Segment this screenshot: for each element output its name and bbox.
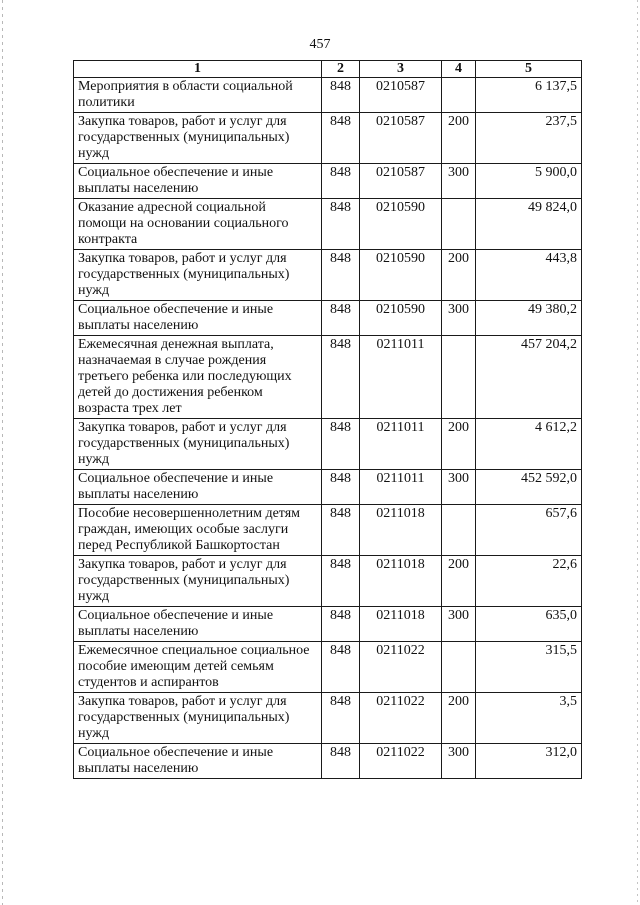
- cell-name: Ежемесячное специальное социальное пособие имеющим детей семьям студентов и аспирантов: [74, 642, 322, 693]
- header-col-5: 5: [476, 61, 582, 78]
- table-body: [74, 78, 582, 779]
- cell-name: Социальное обеспечение и иные выплаты населению: [74, 164, 322, 199]
- header-row: [74, 61, 582, 78]
- cell-amount: 657,6: [476, 505, 582, 556]
- cell-target-code: 0211011: [360, 336, 442, 419]
- cell-target-code: 0211018: [360, 505, 442, 556]
- cell-expense-kind: [442, 336, 476, 419]
- cell-target-code: 0210587: [360, 78, 442, 113]
- cell-expense-kind: [442, 505, 476, 556]
- cell-expense-kind: 300: [442, 301, 476, 336]
- table-row: [74, 419, 582, 470]
- cell-amount: 312,0: [476, 744, 582, 779]
- cell-ministry-code: 848: [322, 336, 360, 419]
- cell-amount: 315,5: [476, 642, 582, 693]
- cell-ministry-code: 848: [322, 78, 360, 113]
- header-col-2: 2: [322, 61, 360, 78]
- table-header: [74, 61, 582, 78]
- cell-target-code: 0211018: [360, 607, 442, 642]
- cell-amount: 237,5: [476, 113, 582, 164]
- table-row: [74, 301, 582, 336]
- cell-target-code: 0211018: [360, 556, 442, 607]
- cell-ministry-code: 848: [322, 642, 360, 693]
- scan-edge-left: [2, 0, 3, 905]
- cell-amount: 5 900,0: [476, 164, 582, 199]
- cell-name: Социальное обеспечение и иные выплаты населению: [74, 470, 322, 505]
- cell-target-code: 0210590: [360, 250, 442, 301]
- cell-target-code: 0210590: [360, 199, 442, 250]
- cell-name: Закупка товаров, работ и услуг для государственных (муниципальных) нужд: [74, 419, 322, 470]
- cell-ministry-code: 848: [322, 693, 360, 744]
- cell-ministry-code: 848: [322, 113, 360, 164]
- cell-ministry-code: 848: [322, 250, 360, 301]
- cell-target-code: 0211011: [360, 470, 442, 505]
- table-row: [74, 336, 582, 419]
- cell-name: Оказание адресной социальной помощи на основании социального контракта: [74, 199, 322, 250]
- table-row: [74, 164, 582, 199]
- cell-name: Ежемесячная денежная выплата, назначаемая в случае рождения третьего ребенка или последующих детей до достижения ребенком возраста трех лет: [74, 336, 322, 419]
- header-col-1: 1: [74, 61, 322, 78]
- cell-ministry-code: 848: [322, 419, 360, 470]
- cell-expense-kind: [442, 199, 476, 250]
- cell-ministry-code: 848: [322, 607, 360, 642]
- cell-name: Социальное обеспечение и иные выплаты населению: [74, 744, 322, 779]
- cell-expense-kind: [442, 78, 476, 113]
- cell-ministry-code: 848: [322, 744, 360, 779]
- cell-expense-kind: [442, 642, 476, 693]
- cell-expense-kind: 300: [442, 607, 476, 642]
- cell-expense-kind: 200: [442, 556, 476, 607]
- cell-amount: 4 612,2: [476, 419, 582, 470]
- cell-target-code: 0211011: [360, 419, 442, 470]
- cell-ministry-code: 848: [322, 301, 360, 336]
- table-row: [74, 250, 582, 301]
- cell-amount: 49 824,0: [476, 199, 582, 250]
- table-row: [74, 199, 582, 250]
- cell-expense-kind: 300: [442, 164, 476, 199]
- cell-ministry-code: 848: [322, 470, 360, 505]
- cell-name: Закупка товаров, работ и услуг для государственных (муниципальных) нужд: [74, 693, 322, 744]
- cell-amount: 443,8: [476, 250, 582, 301]
- cell-amount: 457 204,2: [476, 336, 582, 419]
- budget-table: [73, 60, 582, 779]
- table-row: [74, 556, 582, 607]
- table-row: [74, 113, 582, 164]
- header-col-3: 3: [360, 61, 442, 78]
- cell-expense-kind: 300: [442, 470, 476, 505]
- cell-amount: 22,6: [476, 556, 582, 607]
- cell-amount: 635,0: [476, 607, 582, 642]
- cell-target-code: 0210590: [360, 301, 442, 336]
- cell-ministry-code: 848: [322, 556, 360, 607]
- cell-target-code: 0210587: [360, 113, 442, 164]
- cell-amount: 49 380,2: [476, 301, 582, 336]
- table-row: [74, 78, 582, 113]
- cell-expense-kind: 200: [442, 693, 476, 744]
- cell-name: Пособие несовершеннолетним детям граждан, имеющих особые заслуги перед Республикой Башкортостан: [74, 505, 322, 556]
- scan-edge-right: [637, 0, 638, 905]
- cell-expense-kind: 300: [442, 744, 476, 779]
- table-row: [74, 470, 582, 505]
- cell-target-code: 0211022: [360, 744, 442, 779]
- cell-expense-kind: 200: [442, 419, 476, 470]
- cell-name: Закупка товаров, работ и услуг для государственных (муниципальных) нужд: [74, 556, 322, 607]
- cell-name: Закупка товаров, работ и услуг для государственных (муниципальных) нужд: [74, 250, 322, 301]
- cell-expense-kind: 200: [442, 113, 476, 164]
- table-row: [74, 744, 582, 779]
- cell-amount: 6 137,5: [476, 78, 582, 113]
- cell-expense-kind: 200: [442, 250, 476, 301]
- cell-name: Социальное обеспечение и иные выплаты населению: [74, 607, 322, 642]
- cell-ministry-code: 848: [322, 164, 360, 199]
- table-row: [74, 642, 582, 693]
- cell-ministry-code: 848: [322, 505, 360, 556]
- table-row: [74, 607, 582, 642]
- header-col-4: 4: [442, 61, 476, 78]
- cell-amount: 3,5: [476, 693, 582, 744]
- cell-amount: 452 592,0: [476, 470, 582, 505]
- cell-target-code: 0211022: [360, 693, 442, 744]
- cell-target-code: 0210587: [360, 164, 442, 199]
- cell-name: Социальное обеспечение и иные выплаты населению: [74, 301, 322, 336]
- table-row: [74, 693, 582, 744]
- table-row: [74, 505, 582, 556]
- cell-target-code: 0211022: [360, 642, 442, 693]
- page-number: 457: [309, 37, 331, 52]
- cell-name: Мероприятия в области социальной политики: [74, 78, 322, 113]
- cell-ministry-code: 848: [322, 199, 360, 250]
- cell-name: Закупка товаров, работ и услуг для государственных (муниципальных) нужд: [74, 113, 322, 164]
